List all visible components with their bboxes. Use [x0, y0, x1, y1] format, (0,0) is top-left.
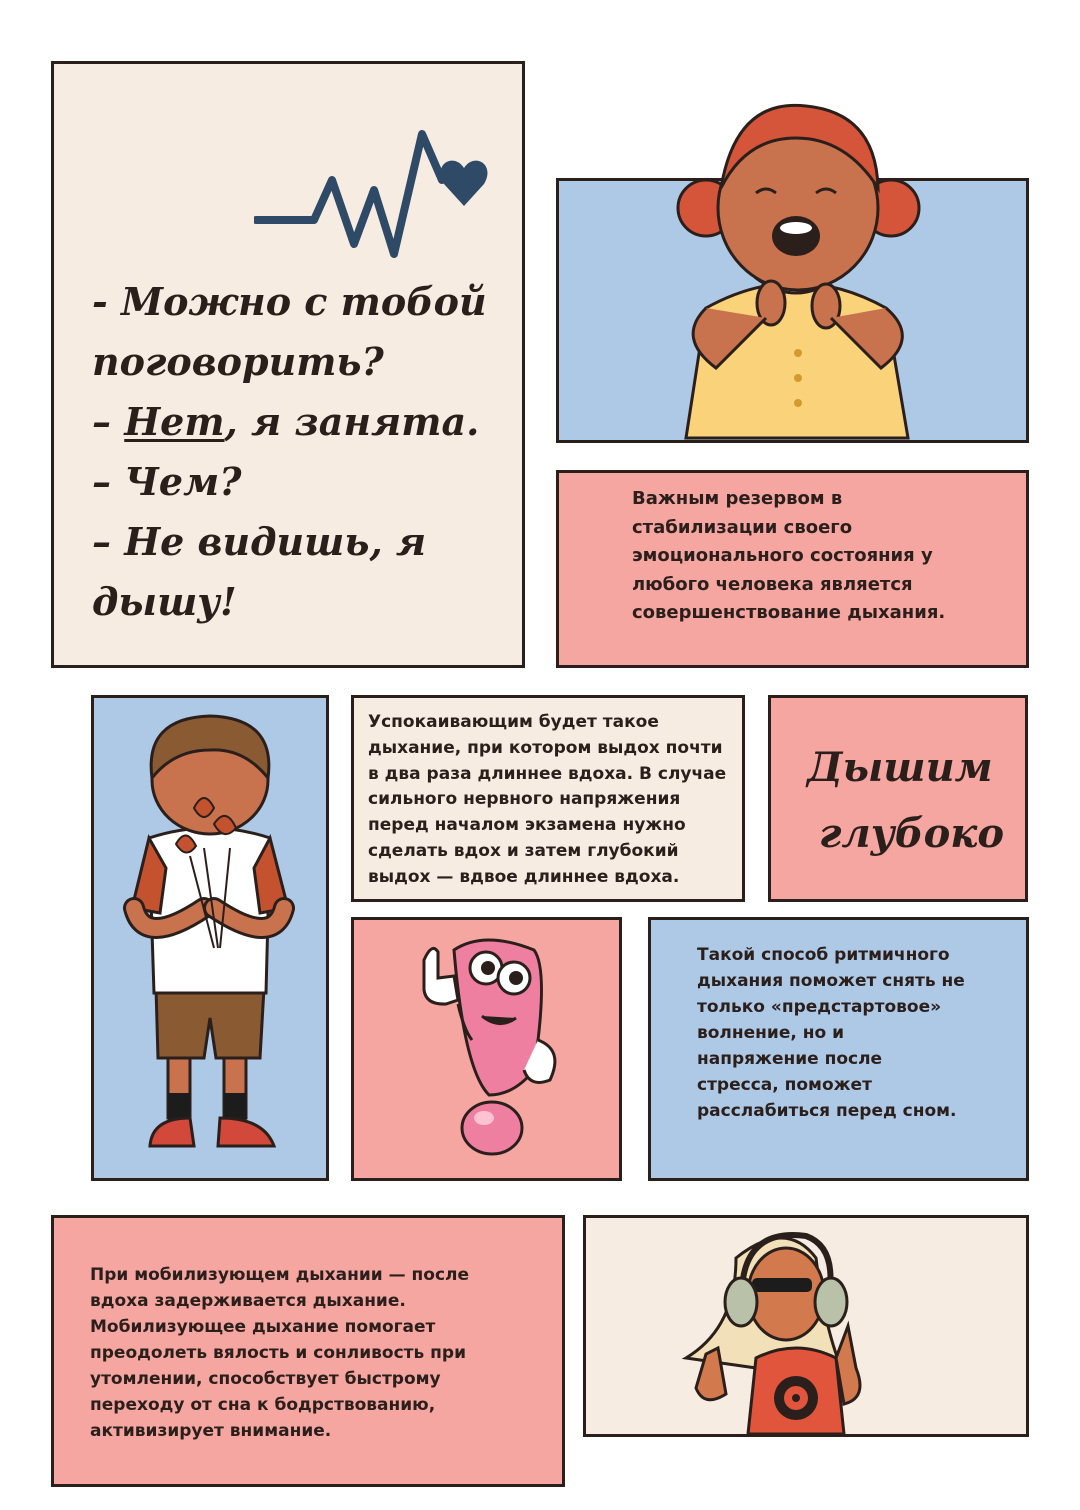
- heartbeat-heart-icon: [254, 94, 494, 264]
- singing-girl-illustration: [646, 78, 946, 458]
- slogan-line-2: глубоко: [819, 810, 1005, 857]
- exclamation-mascot-illustration: [354, 920, 619, 1178]
- dialog-line-2: поговорить?: [92, 339, 384, 384]
- dialog-line-3: [92, 392, 487, 452]
- slogan-line-1: Дышим: [807, 744, 993, 791]
- dialog-line-1: - Можно с тобой: [92, 279, 487, 324]
- headphones-person-illustration: [586, 1218, 1026, 1434]
- mobilizing-text-panel: [51, 1215, 565, 1487]
- calming-text: Успокаивающим будет такое дыхание, при котором выдох почти в два раза длиннее вдоха. В случае сильного нервного напряжения перед началом экзамена нужно сделать вдох и затем глубокий выдох — вдвое длиннее вдоха.: [368, 712, 727, 887]
- boy-with-flowers-illustration: [94, 698, 326, 1178]
- exclamation-panel: [351, 917, 622, 1181]
- dialog-line-3-underlined: Нет: [124, 399, 225, 444]
- reserve-text: Важным резервом в стабилизации своего эмоционального состояния у любого человека является совершенствование дыхания.: [632, 488, 946, 623]
- mobilizing-text: При мобилизующем дыхании — после вдоха задерживается дыхание. Мобилизующее дыхание помогает преодолеть вялость и сонливость при утомлении, способствует быстрому переходу от сна к бодрствованию, активизирует внимание.: [90, 1265, 469, 1441]
- dialog-line-3-suffix: , я занята.: [224, 399, 480, 444]
- dialog-line-5: – Не видишь, я: [92, 519, 427, 564]
- dialog-line-6: дышу!: [92, 579, 237, 624]
- girl-illustration-panel: [556, 178, 1029, 443]
- calming-text-panel: [351, 695, 745, 902]
- headphones-illustration-panel: [583, 1215, 1029, 1437]
- rhythmic-text: Такой способ ритмичного дыхания поможет снять не только «предстартовое» волнение, но и напряжение после стресса, поможет расслабиться перед сном.: [697, 945, 965, 1121]
- dialog-line-4: – Чем?: [92, 459, 242, 504]
- boy-illustration-panel: [91, 695, 329, 1181]
- dialog-text: [92, 272, 487, 632]
- dialog-line-3-prefix: –: [92, 399, 125, 444]
- slogan-panel: [768, 695, 1028, 902]
- reserve-text-panel: [556, 470, 1029, 668]
- dialog-panel: [51, 61, 525, 668]
- rhythmic-text-panel: [648, 917, 1029, 1181]
